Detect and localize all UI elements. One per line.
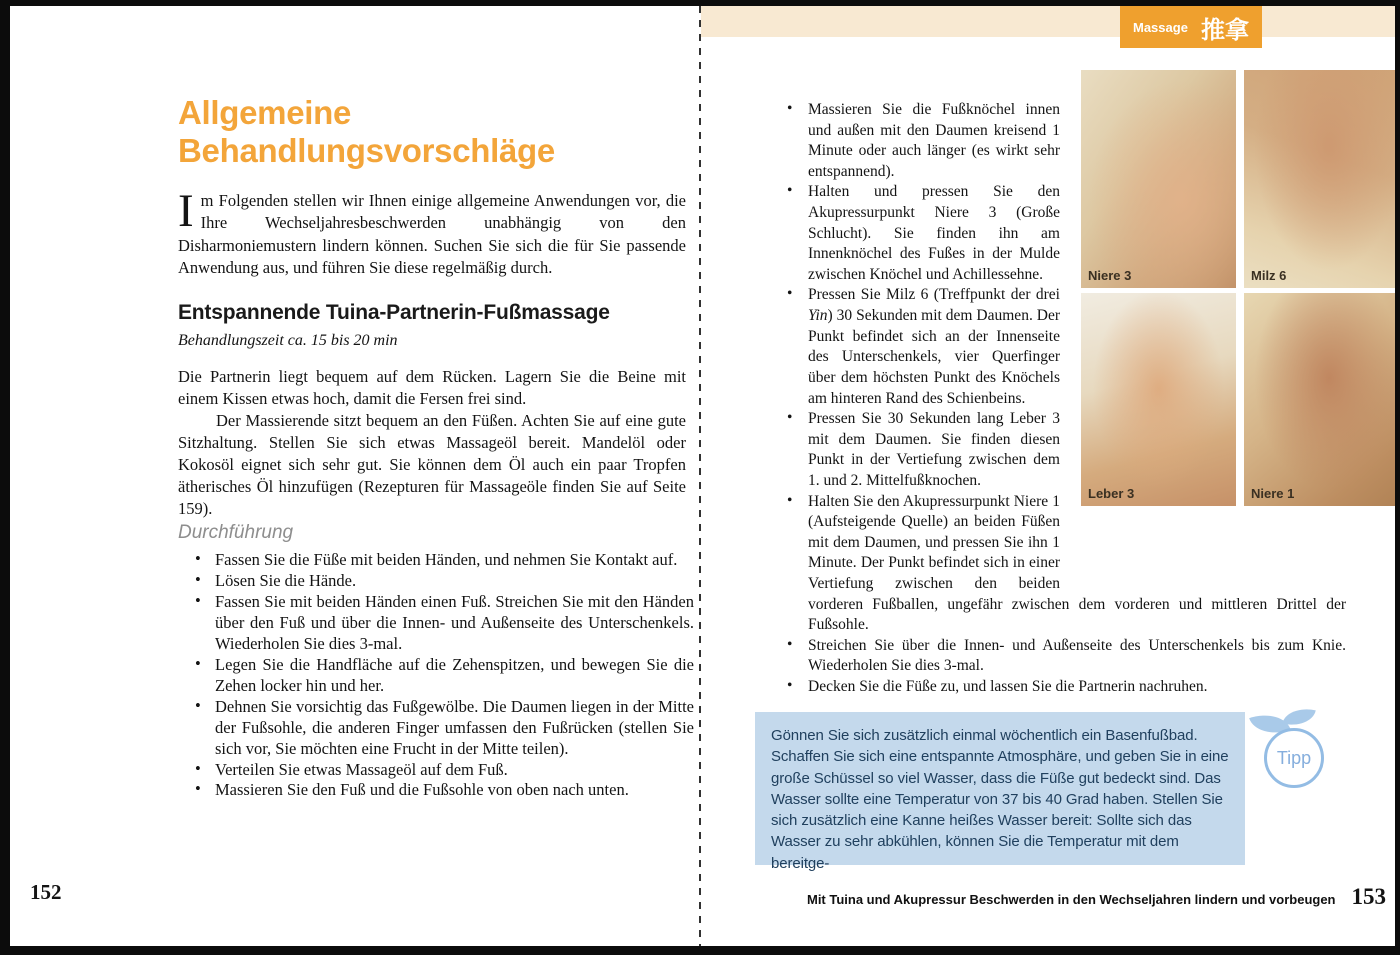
list-item: • Lösen Sie die Hände. <box>178 571 694 592</box>
list-item: • Fassen Sie die Füße mit beiden Händen, und nehmen Sie Kontakt auf. <box>178 550 694 571</box>
list-item: • Massieren Sie die Fußknöchel innen und außen mit den Daumen kreisend 1 Minute oder auch länger (es wirkt sehr entspannend). <box>780 100 1346 182</box>
section-title: Entspannende Tuina-Partnerin-Fußmassage <box>178 301 610 324</box>
footer-right <box>807 884 1386 910</box>
intro-paragraph <box>178 185 686 280</box>
tip-badge <box>1264 728 1324 788</box>
page-title-line2: Behandlungsvorschläge <box>178 131 555 169</box>
photo-leber-3 <box>1081 293 1236 506</box>
photo-caption: Niere 3 <box>1088 268 1132 283</box>
frame-right <box>1395 0 1400 955</box>
list-item: • Streichen Sie über die Innen- und Außenseite des Unterschenkels bis zum Knie. Wiederholen Sie dies 3-mal. <box>780 636 1346 677</box>
intro-text: m Folgenden stellen wir Ihnen einige allgemeine Anwendungen vor, die Ihre Wechseljahresbeschwerden unabhängig von den Disharmoniemustern lindern können. Suchen Sie sich die für Sie passende Anwendung aus, und führen Sie diese regelmäßig durch. <box>178 191 686 278</box>
list-item-text: ) 30 Sekunden mit dem Daumen. Der Punkt befindet sich an der Innenseite des Unterschenkels, vier Querfinger über dem höchsten Punkt des Knöchels am hinteren Rand des Schienbeins. <box>808 307 1060 407</box>
chapter-header-strip <box>701 6 1395 37</box>
subheading-durchfuehrung: Durchführung <box>178 522 294 543</box>
tip-circle-icon <box>1264 728 1324 788</box>
photo-niere-1 <box>1244 293 1399 506</box>
list-item-italic: Yin <box>808 307 828 325</box>
list-item: • Verteilen Sie etwas Massageöl auf dem Fuß. <box>178 760 694 781</box>
list-item-text: Pressen Sie Milz 6 (Treffpunkt der drei <box>808 286 1060 304</box>
photo-caption: Leber 3 <box>1088 486 1135 501</box>
page-gutter-divider <box>699 6 701 946</box>
list-item: • Fassen Sie mit beiden Händen einen Fuß. Streichen Sie mit den Händen über den Fuß und über die Innen- und Außenseite des Unterschenkels. Wiederholen Sie dies 3-mal. <box>178 592 694 655</box>
list-item: • Dehnen Sie vorsichtig das Fußgewölbe. Die Daumen liegen in der Mitte der Fußsohle, die anderen Finger umfassen den Fußrücken (stellen Sie sich vor, Sie möchten eine Frucht in der Mitte teilen). <box>178 697 694 760</box>
list-item: • Halten Sie den Akupressurpunkt Niere 1 (Aufsteigende Quelle) an beiden Füßen mit dem Daumen, und pressen Sie ihn 1 Minute. Der Punkt befindet sich in einer Vertiefung zwischen den beiden vorderen Fußballen, ungefähr zwischen dem vorderen und mittleren Drittel der Fußsohle. <box>780 492 1346 636</box>
tip-box: Gönnen Sie sich zusätzlich einmal wöchentlich ein Basenfußbad. Schaffen Sie sich eine entspannte Atmosphäre, und geben Sie in eine große Schüssel so viel Wasser, dass die Füße gut bedeckt sind. Das Wasser sollte eine Temperatur von 37 bis 40 Grad haben. Stellen Sie sich zusätzlich eine Kanne heißes Wasser bereit: Sollte sich das Wasser zu sehr abkühlen, können Sie die Temperatur mit dem bereitge- <box>755 712 1245 865</box>
list-item: • Massieren Sie den Fuß und die Fußsohle von oben nach unten. <box>178 780 694 801</box>
frame-top <box>0 0 1400 6</box>
photo-milz-6 <box>1244 70 1399 288</box>
list-item: • Decken Sie die Füße zu, und lassen Sie die Partnerin nachruhen. <box>780 677 1346 698</box>
photo-niere-3 <box>1081 70 1236 288</box>
chapter-tab-label: Massage <box>1133 19 1188 35</box>
frame-bottom <box>0 946 1400 955</box>
page-number-right: 153 <box>1351 884 1386 909</box>
paragraph: Die Partnerin liegt bequem auf dem Rücken. Lagern Sie die Beine mit einem Kissen etwas hoch, damit die Fersen frei sind. <box>178 367 686 408</box>
drop-cap: I <box>178 185 194 237</box>
running-footer-text: Mit Tuina und Akupressur Beschwerden in den Wechseljahren lindern und vorbeugen <box>806 892 1336 907</box>
photo-caption: Milz 6 <box>1251 268 1287 283</box>
list-item: • Halten und pressen Sie den Akupressurpunkt Niere 3 (Große Schlucht). Sie finden ihn am Innenknöchel des Fußes in der Mulde zwischen Knöchel und Achillessehne. <box>780 182 1346 285</box>
chapter-tab <box>1120 6 1262 48</box>
list-item: • Pressen Sie 30 Sekunden lang Leber 3 mit dem Daumen. Sie finden diesen Punkt in der Vertiefung zwischen dem 1. und 2. Mittelfußknochen. <box>780 409 1346 491</box>
paragraph: Der Massierende sitzt bequem an den Füßen. Achten Sie auf eine gute Sitzhaltung. Stellen Sie sich etwas Massageöl bereit. Mandelöl oder Kokosöl eignet sich sehr gut. Sie können dem Öl auch ein paar Tropfen ätherisches Öl hinzufügen (Rezepturen für Massageöle finden Sie auf Seite 159). <box>178 410 686 518</box>
chapter-tab-chinese: 推拿 <box>1201 15 1249 44</box>
page-title-line1: Allgemeine <box>178 94 352 131</box>
photo-grid <box>1081 70 1399 506</box>
page-number-left: 152 <box>30 880 62 904</box>
tip-label: Tipp <box>1276 747 1312 768</box>
page-title <box>178 94 555 169</box>
list-item: • Legen Sie die Handfläche auf die Zehenspitzen, und bewegen Sie die Zehen locker hin und her. <box>178 655 694 697</box>
section-subtitle: Behandlungszeit ca. 15 bis 20 min <box>178 332 398 349</box>
frame-left <box>0 0 10 955</box>
photo-caption: Niere 1 <box>1251 486 1295 501</box>
body-paragraphs <box>178 366 686 520</box>
instruction-list-left <box>178 550 694 801</box>
